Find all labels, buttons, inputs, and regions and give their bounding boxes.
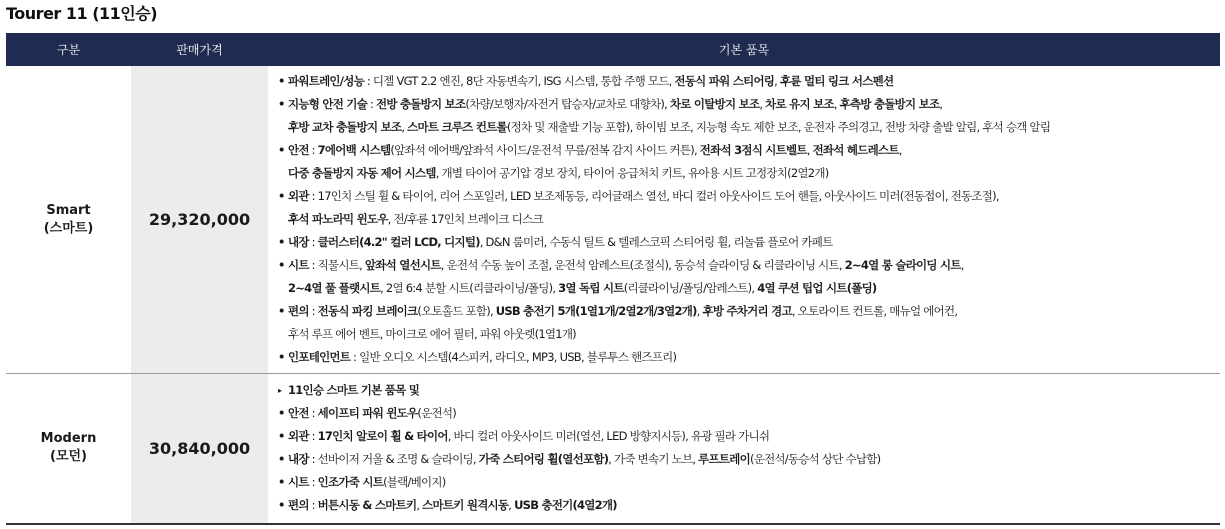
item-text: (블랙/베이지) <box>383 475 446 490</box>
item-text-bold: 내장 <box>288 452 309 467</box>
item-text-bold: 스마트키 원격시동 <box>422 498 509 513</box>
item-text: : <box>367 97 376 111</box>
list-item <box>278 471 1220 494</box>
item-line <box>288 185 1220 208</box>
trim-name-line: Smart <box>46 202 91 218</box>
item-line <box>288 494 1220 517</box>
item-text: , 오토라이트 컨트롤, 매뉴얼 에어컨, <box>791 304 958 318</box>
list-item <box>278 425 1220 448</box>
item-text-bold: 외관 <box>288 429 309 444</box>
trim-name-line: Modern <box>40 431 97 447</box>
item-text: : 선바이저 거울 & 조명 & 슬라이딩, <box>308 452 479 467</box>
item-line <box>288 346 1220 369</box>
item-text-bold: 세이프티 파워 윈도우 <box>317 406 418 421</box>
item-text-bold: 11인승 스마트 기본 품목 및 <box>288 383 420 398</box>
item-line <box>288 425 1220 448</box>
item-text: , <box>401 120 408 134</box>
item-text: : 일반 오디오 시스템(4스피커, 라디오, MP3, USB, 블루투스 핸즈프리) <box>350 350 677 364</box>
item-line <box>288 300 1220 323</box>
item-text: (운전석/동승석 상단 수납함) <box>749 452 881 467</box>
list-item <box>278 70 1220 93</box>
item-text-bold: 버튼시동 & 스마트키 <box>317 498 417 513</box>
item-line <box>288 323 1220 346</box>
list-item <box>278 448 1220 471</box>
item-text-bold: USB 충전기(4열2개) <box>514 498 617 513</box>
item-text-bold: 후방 교차 충돌방지 보조 <box>288 120 402 134</box>
item-text: , <box>960 258 964 272</box>
item-text: , <box>759 97 766 111</box>
item-text-bold: 17인치 알로이 휠 & 타이어 <box>317 429 448 444</box>
item-text-bold: 내장 <box>288 235 309 249</box>
item-line <box>288 254 1220 277</box>
item-text-bold: 인조가죽 시트 <box>317 475 384 490</box>
bullet-icon: • <box>278 74 285 88</box>
item-text: , <box>696 304 703 318</box>
bullet-icon: • <box>278 143 285 157</box>
item-text: , 바디 컬러 아웃사이드 미러(열선, LED 방향지시등), 유광 필라 가니쉬 <box>447 429 770 444</box>
bullet-icon: • <box>278 475 285 490</box>
item-text-bold: 후측방 충돌방지 보조 <box>839 97 940 111</box>
item-text: , 2열 6:4 분할 시트(리클라이닝/폴딩), <box>380 281 559 295</box>
trim-name <box>6 374 131 524</box>
item-text: (오토홀드 포함), <box>417 304 496 318</box>
item-text-bold: 다중 충돌방지 자동 제어 시스템 <box>288 166 436 180</box>
item-text-bold: 전방 충돌방지 보조 <box>375 97 466 111</box>
bullet-icon: • <box>278 189 285 203</box>
item-text-bold: 후방 주차거리 경고 <box>702 304 792 318</box>
item-text: (운전석) <box>417 406 456 421</box>
bullet-icon: • <box>278 350 285 364</box>
item-text: , 전/후륜 17인치 브레이크 디스크 <box>387 212 543 226</box>
item-line <box>288 93 1220 116</box>
item-text-bold: 편의 <box>288 498 309 513</box>
item-text-bold: 편의 <box>288 304 309 318</box>
item-text: : <box>308 498 318 513</box>
item-text-bold: 차로 이탈방지 보조 <box>669 97 760 111</box>
item-text: , <box>508 498 515 513</box>
list-item <box>278 231 1220 254</box>
item-text-bold: 시트 <box>288 258 309 272</box>
item-text-bold: 클러스터(4.2" 컬러 LCD, 디지털) <box>317 235 480 249</box>
item-text: (리클라이닝/폴딩/암레스트), <box>623 281 758 295</box>
item-text-bold: 가죽 스티어링 휠(열선포함) <box>478 452 609 467</box>
item-text: , 개별 타이어 공기압 경보 장치, 타이어 응급처치 키트, 유아용 시트 고정장치(2열2개) <box>435 166 829 180</box>
trim-name <box>6 66 131 374</box>
item-text-bold: 외관 <box>288 189 309 203</box>
item-line <box>288 162 1220 185</box>
bullet-icon: • <box>278 97 285 111</box>
bullet-icon: • <box>278 429 285 444</box>
bullet-icon: • <box>278 235 285 249</box>
item-text: , <box>898 143 902 157</box>
item-text: , 가죽 변속기 노브, <box>608 452 699 467</box>
item-line <box>288 379 1220 402</box>
bullet-icon: • <box>278 304 285 318</box>
page-title: Tourer 11 (11인승) <box>6 4 158 23</box>
item-text: : <box>308 429 318 444</box>
bullet-icon: • <box>278 452 285 467</box>
item-line <box>288 231 1220 254</box>
item-text: : <box>308 475 318 490</box>
item-text-bold: 2~4열 풀 플랫시트 <box>288 281 381 295</box>
trim-price: 30,840,000 <box>131 374 268 524</box>
item-line <box>288 70 1220 93</box>
header-category: 구분 <box>6 33 131 66</box>
item-text: (앞좌석 에어백/앞좌석 사이드/운전석 무릎/전복 감지 사이드 커튼), <box>390 143 700 157</box>
triangle-bullet-icon: ▸ <box>278 386 282 396</box>
item-text-bold: 차로 유지 보조 <box>765 97 834 111</box>
item-text: : 17인치 스틸 휠 & 타이어, 리어 스포일러, LED 보조제동등, 리어글래스 열선, 바디 컬러 아웃사이드 도어 핸들, 아웃사이드 미러(전동접이, 전동조절), <box>308 189 999 203</box>
item-text-bold: 파워트레인/성능 <box>288 74 364 88</box>
list-item <box>278 300 1220 346</box>
trim-price: 29,320,000 <box>131 66 268 374</box>
item-text-bold: 루프트레이 <box>698 452 750 467</box>
trim-price-table <box>6 33 1220 525</box>
item-text: , <box>939 97 943 111</box>
item-text-bold: USB 충전기 5개(1열1개/2열2개/3열2개) <box>495 304 697 318</box>
bullet-icon: • <box>278 406 285 421</box>
list-item <box>278 402 1220 425</box>
item-line <box>288 402 1220 425</box>
item-text-bold: 4열 쿠션 팁업 시트(폴딩) <box>757 281 877 295</box>
item-text-bold: 2~4열 롱 슬라이딩 시트 <box>844 258 961 272</box>
item-text-bold: 후륜 멀티 링크 서스펜션 <box>779 74 894 88</box>
bullet-icon: • <box>278 258 285 272</box>
item-text-bold: 안전 <box>288 143 309 157</box>
item-text-bold: 인포테인먼트 <box>288 350 351 364</box>
item-line <box>288 277 1220 300</box>
list-item <box>278 93 1220 139</box>
item-text: : 디젤 VGT 2.2 엔진, 8단 자동변속기, ISG 시스템, 통합 주행 모드, <box>363 74 675 88</box>
item-text: : <box>308 304 318 318</box>
item-text-bold: 후석 파노라믹 윈도우 <box>288 212 388 226</box>
item-text-bold: 전좌석 3점식 시트벨트 <box>699 143 807 157</box>
item-line <box>288 448 1220 471</box>
list-item <box>278 139 1220 185</box>
item-text: (정차 및 재출발 기능 포함), 하이빔 보조, 지능형 속도 제한 보조, 운전자 주의경고, 전방 차량 출발 알림, 후석 승객 알림 <box>506 120 1051 134</box>
item-text: : <box>308 406 318 421</box>
item-text-bold: 앞좌석 열선시트 <box>364 258 441 272</box>
table-header-row <box>6 33 1220 66</box>
list-item <box>278 379 1220 402</box>
item-text-bold: 지능형 안전 기술 <box>288 97 368 111</box>
item-text: , <box>806 143 813 157</box>
item-text-bold: 7에어백 시스템 <box>317 143 391 157</box>
item-text: , D&N 룸미러, 수동식 틸트 & 텔레스코픽 스티어링 휠, 리놀륨 플로어 카페트 <box>479 235 833 249</box>
table-row-smart <box>6 66 1220 374</box>
item-text: : 직물시트, <box>308 258 365 272</box>
list-item <box>278 346 1220 369</box>
header-price: 판매가격 <box>131 33 268 66</box>
item-text-bold: 시트 <box>288 475 309 490</box>
list-item <box>278 494 1220 517</box>
item-text: : <box>308 143 318 157</box>
item-line <box>288 471 1220 494</box>
item-text: , <box>833 97 840 111</box>
list-item <box>278 254 1220 300</box>
item-text: : <box>308 235 318 249</box>
standard-items-cell <box>268 374 1220 524</box>
item-text-bold: 전좌석 헤드레스트 <box>812 143 899 157</box>
list-item <box>278 185 1220 231</box>
trim-name-line: (모던) <box>50 449 87 465</box>
item-text-bold: 전동식 파워 스티어링 <box>674 74 775 88</box>
trim-name-line: (스마트) <box>43 220 94 236</box>
standard-items-list <box>278 379 1220 517</box>
header-standard-items: 기본 품목 <box>268 33 1220 66</box>
item-text-bold: 안전 <box>288 406 309 421</box>
item-text-bold: 3열 독립 시트 <box>558 281 624 295</box>
standard-items-cell <box>268 66 1220 374</box>
item-text: , 운전석 수동 높이 조절, 운전석 암레스트(조절식), 동승석 슬라이딩 & 리클라이닝 시트, <box>440 258 845 272</box>
standard-items-list <box>278 70 1220 369</box>
item-line <box>288 208 1220 231</box>
item-line <box>288 139 1220 162</box>
item-text-bold: 스마트 크루즈 컨트롤 <box>407 120 507 134</box>
item-text-bold: 전동식 파킹 브레이크 <box>317 304 418 318</box>
item-text: (차량/보행자/자전거 탑승자/교차로 대향차), <box>465 97 670 111</box>
item-line <box>288 116 1220 139</box>
table-row-modern <box>6 374 1220 524</box>
bullet-icon: • <box>278 498 285 513</box>
item-text: , <box>416 498 423 513</box>
item-text: 후석 루프 에어 벤트, 마이크로 에어 필터, 파워 아웃렛(1열1개) <box>288 327 576 341</box>
item-text: , <box>774 74 780 88</box>
